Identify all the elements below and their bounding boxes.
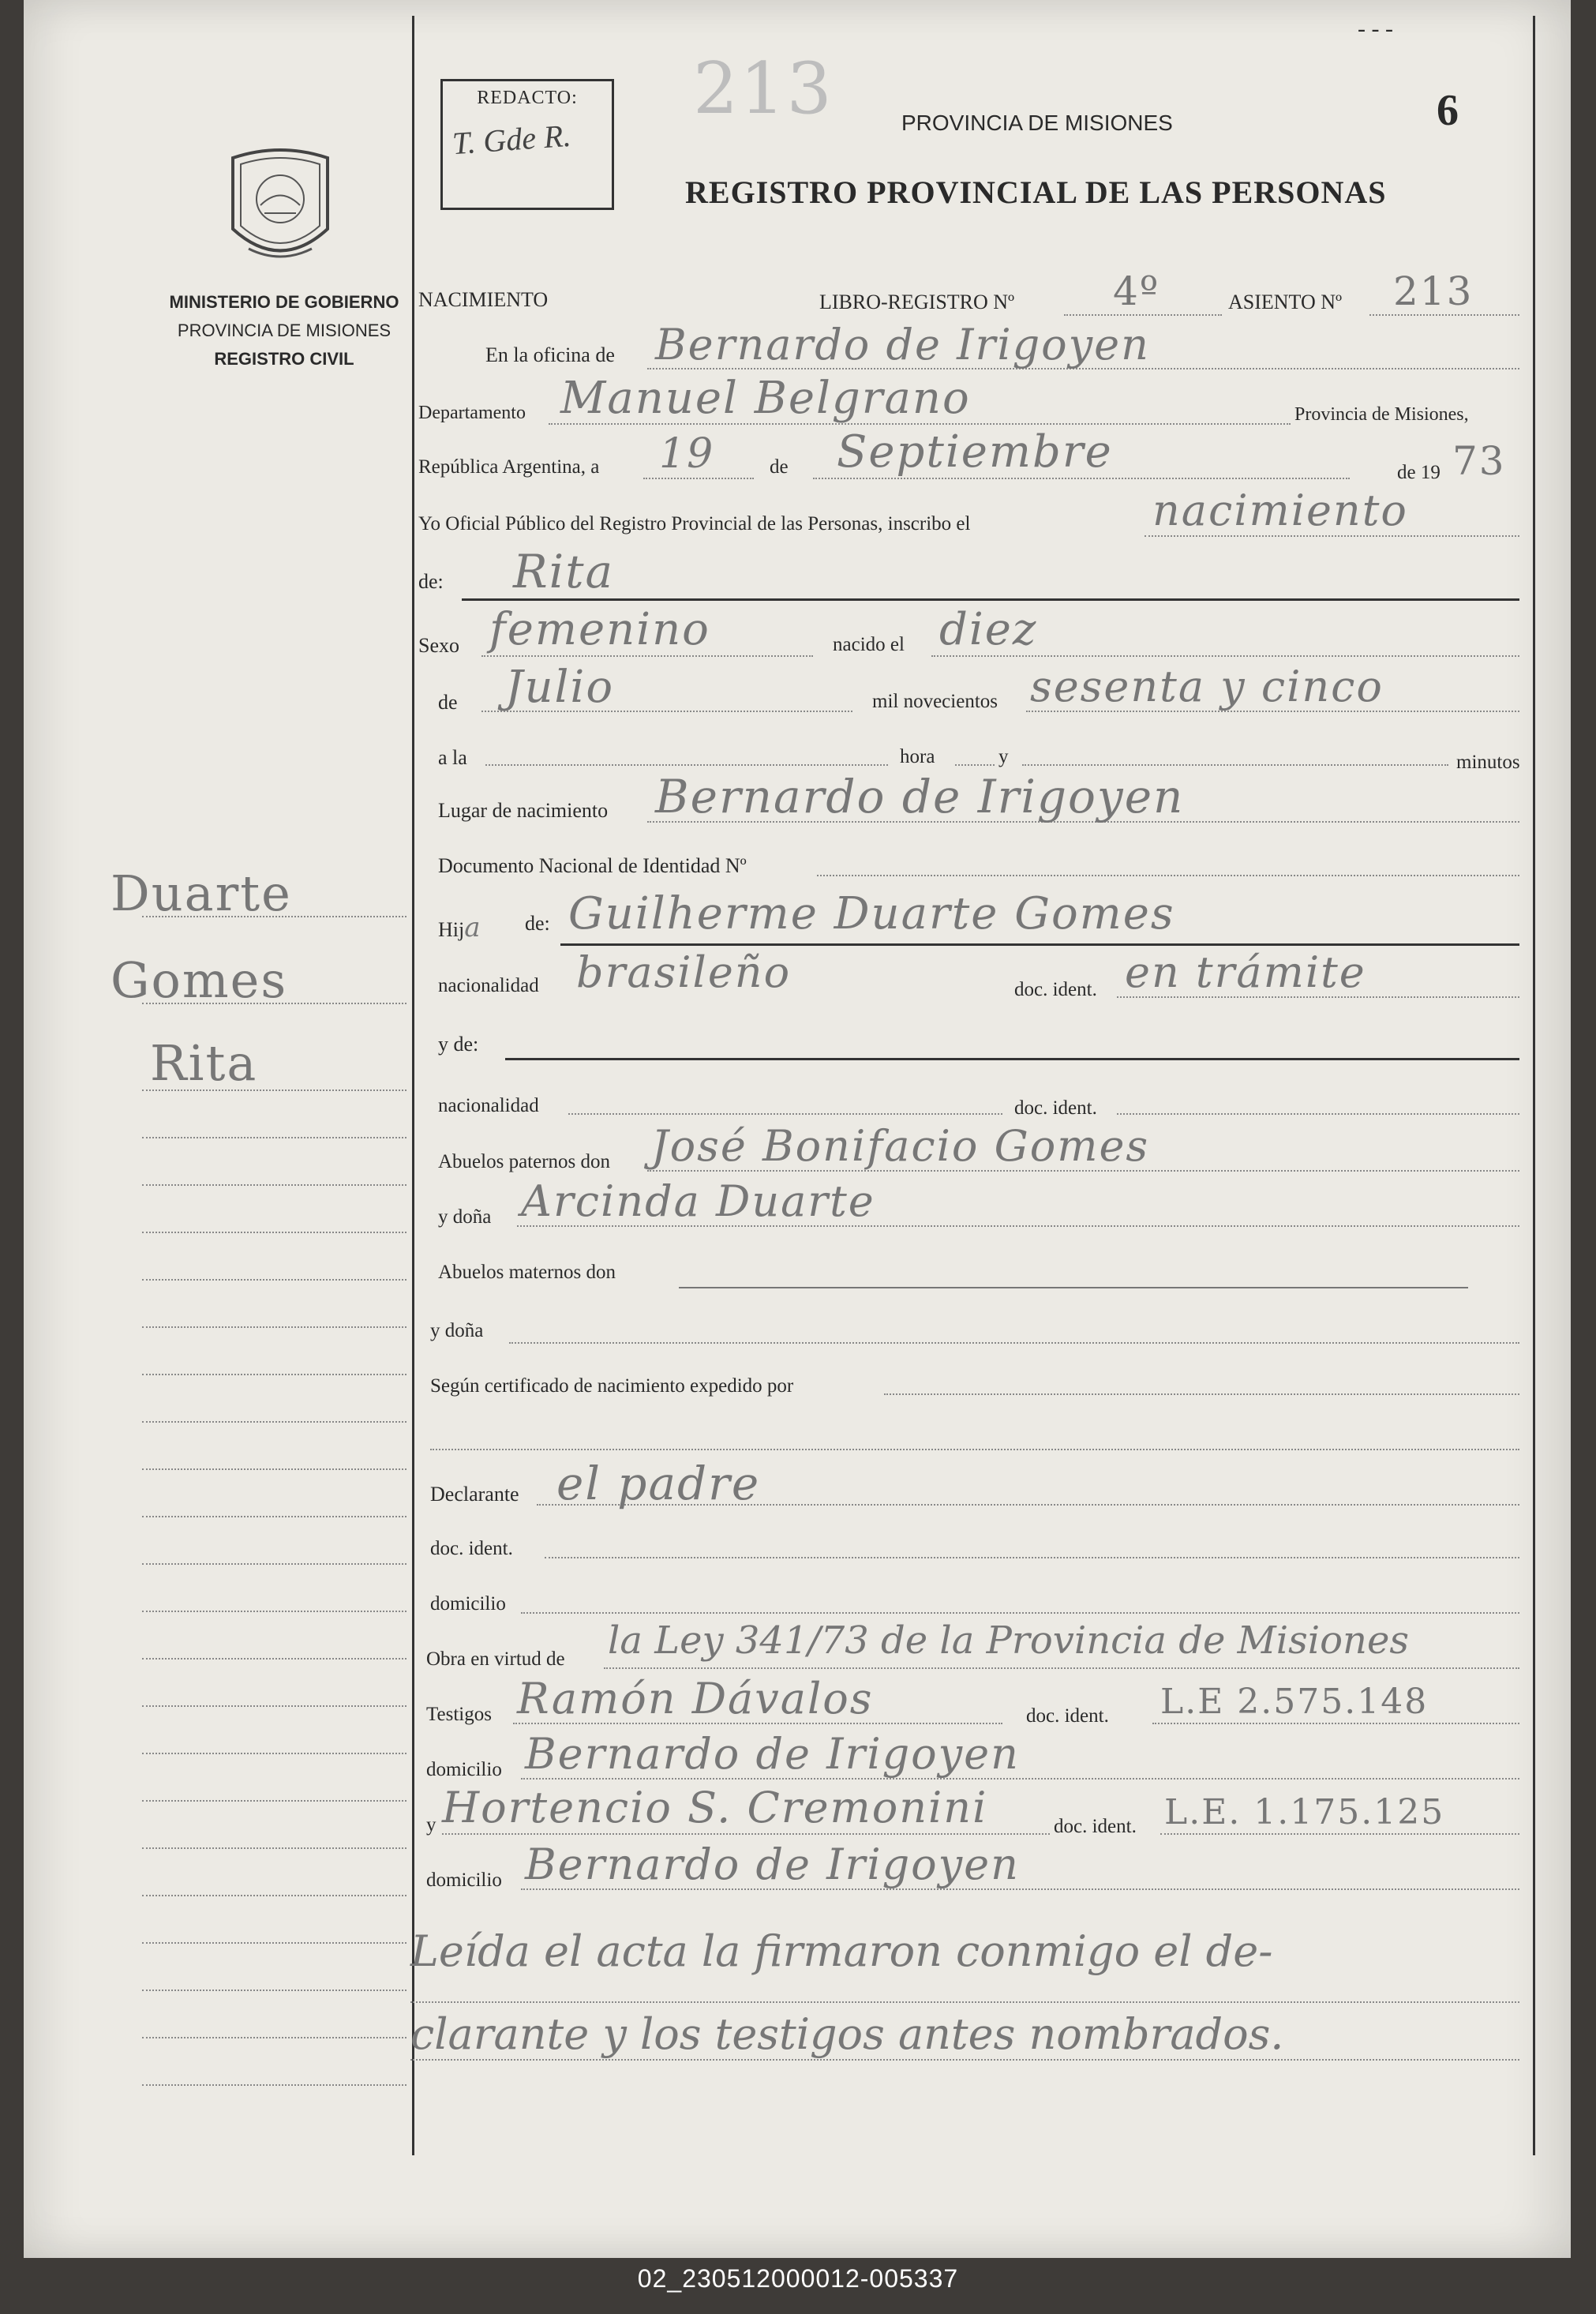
anio-label: de 19 bbox=[1397, 462, 1441, 483]
padre-value: Guilherme Duarte Gomes bbox=[568, 888, 1175, 939]
departamento-label: Departamento bbox=[418, 403, 526, 423]
margin-dotted-line bbox=[142, 1089, 406, 1091]
corner-mark: - - - bbox=[1358, 16, 1393, 42]
dotted-line bbox=[931, 655, 1519, 657]
testigo1-value: Ramón Dávalos bbox=[517, 1674, 874, 1723]
closing-line1: Leída el acta la firmaron conmigo el de- bbox=[410, 1926, 1273, 1976]
solid-line bbox=[462, 598, 1519, 601]
abuelo-pat-value: José Bonifacio Gomes bbox=[651, 1121, 1150, 1171]
dotted-line bbox=[884, 1393, 1519, 1395]
ministry-line3: REGISTRO CIVIL bbox=[214, 349, 354, 369]
margin-dotted-line bbox=[142, 1611, 406, 1612]
oficina-label: En la oficina de bbox=[485, 343, 615, 366]
margin-dotted-line bbox=[142, 1847, 406, 1849]
margin-dotted-line bbox=[142, 1705, 406, 1707]
ministry-line1: MINISTERIO DE GOBIERNO bbox=[169, 292, 399, 312]
yde-label: y de: bbox=[438, 1033, 479, 1056]
sexo-label: Sexo bbox=[418, 634, 459, 657]
dotted-line bbox=[442, 1833, 1050, 1835]
ministry-line2: PROVINCIA DE MISIONES bbox=[177, 321, 392, 340]
margin-dotted-line bbox=[142, 1895, 406, 1896]
margin-dotted-line bbox=[142, 1326, 406, 1328]
departamento-value: Manuel Belgrano bbox=[560, 373, 971, 424]
docident-label: doc. ident. bbox=[1014, 979, 1097, 1000]
right-border-line bbox=[1533, 16, 1535, 2155]
dotted-line bbox=[521, 1612, 1519, 1614]
dotted-line bbox=[1160, 1833, 1519, 1835]
hija-suffix: a bbox=[464, 912, 482, 943]
testigos-label: Testigos bbox=[426, 1704, 492, 1725]
asiento-label: ASIENTO Nº bbox=[1228, 291, 1343, 313]
republica-label: República Argentina, a bbox=[418, 456, 600, 478]
dotted-line bbox=[430, 1449, 1519, 1450]
provincia-label: Provincia de Misiones, bbox=[1294, 404, 1469, 425]
abuela-pat-value: Arcinda Duarte bbox=[521, 1176, 875, 1226]
margin-dotted-line bbox=[142, 1753, 406, 1754]
testigo1-dom: Bernardo de Irigoyen bbox=[525, 1729, 1020, 1779]
dotted-line bbox=[509, 1342, 1519, 1344]
dotted-line bbox=[813, 478, 1350, 479]
margin-dotted-line bbox=[142, 2037, 406, 2038]
margin-dotted-line bbox=[142, 1184, 406, 1186]
margin-note-line3: Rita bbox=[150, 1034, 258, 1092]
redacto-value: T. Gde R. bbox=[451, 117, 572, 162]
margin-dotted-line bbox=[142, 1374, 406, 1375]
ydona2-label: y doña bbox=[430, 1320, 484, 1341]
margin-dotted-line bbox=[142, 1137, 406, 1138]
nacido-label: nacido el bbox=[833, 634, 905, 655]
margin-dotted-line bbox=[142, 1279, 406, 1281]
margin-note-line1: Duarte bbox=[111, 864, 292, 922]
hija-label bbox=[438, 912, 482, 943]
dotted-line bbox=[1145, 535, 1519, 537]
docident5-label: doc. ident. bbox=[1054, 1816, 1137, 1837]
margin-dotted-line bbox=[142, 1421, 406, 1423]
page-number: 6 bbox=[1437, 86, 1459, 135]
dotted-line bbox=[679, 1287, 1468, 1288]
nacionalidad2-label: nacionalidad bbox=[438, 1095, 539, 1116]
dni-label: Documento Nacional de Identidad Nº bbox=[438, 854, 747, 877]
mes-nac-value: Julio bbox=[505, 662, 615, 713]
testigo1-doc: L.E 2.575.148 bbox=[1160, 1682, 1429, 1722]
dotted-line bbox=[955, 764, 995, 766]
dotted-line bbox=[568, 1113, 1002, 1115]
docident3-label: doc. ident. bbox=[430, 1538, 513, 1559]
redacto-box bbox=[440, 79, 614, 210]
margin-dotted-line bbox=[142, 1003, 406, 1004]
ala-label: a la bbox=[438, 746, 467, 769]
margin-dotted-line bbox=[142, 1516, 406, 1517]
dotted-line bbox=[410, 2059, 1519, 2061]
nacionalidad-padre-value: brasileño bbox=[576, 947, 792, 997]
mes-value: Septiembre bbox=[837, 426, 1113, 478]
hija-de-label: de: bbox=[525, 912, 550, 935]
dia-value: 19 bbox=[659, 430, 715, 478]
oficial-label: Yo Oficial Público del Registro Provincial de las Personas, inscribo el bbox=[418, 513, 971, 534]
docident4-label: doc. ident. bbox=[1026, 1705, 1109, 1727]
testigo2-dom: Bernardo de Irigoyen bbox=[525, 1840, 1020, 1889]
testigo2-doc: L.E. 1.175.125 bbox=[1164, 1792, 1445, 1832]
nacimiento-label: NACIMIENTO bbox=[418, 288, 549, 311]
libro-label: LIBRO-REGISTRO Nº bbox=[819, 291, 1015, 313]
sexo-value: femenino bbox=[489, 604, 710, 655]
dotted-line bbox=[1152, 1723, 1519, 1724]
pencil-number: 213 bbox=[693, 47, 834, 130]
margin-dotted-line bbox=[142, 1942, 406, 1944]
image-caption: 02_230512000012-005337 bbox=[637, 2264, 959, 2293]
margin-dotted-line bbox=[142, 1990, 406, 1991]
margin-dotted-line bbox=[142, 1232, 406, 1233]
dotted-line bbox=[643, 478, 754, 479]
anio-nac-value: sesenta y cinco bbox=[1030, 662, 1384, 711]
nombre-value: Rita bbox=[513, 545, 615, 598]
declarante-value: el padre bbox=[556, 1457, 761, 1510]
mil-label: mil novecientos bbox=[872, 691, 998, 712]
obra-value: la Ley 341/73 de la Provincia de Misiones bbox=[608, 1618, 1409, 1663]
obra-label: Obra en virtud de bbox=[426, 1648, 565, 1670]
docident-padre-value: en trámite bbox=[1125, 947, 1366, 997]
oficina-value: Bernardo de Irigoyen bbox=[655, 320, 1150, 369]
margin-note-line2: Gomes bbox=[111, 951, 288, 1009]
nacido-value: diez bbox=[939, 604, 1038, 655]
lugar-label: Lugar de nacimiento bbox=[438, 799, 609, 822]
margin-dotted-line bbox=[142, 1800, 406, 1802]
provincial-seal-emblem bbox=[225, 142, 335, 272]
dotted-line bbox=[1022, 764, 1448, 766]
minutos-label: minutos bbox=[1456, 752, 1520, 773]
hija-prefix: Hij bbox=[438, 918, 465, 941]
segun-label: Según certificado de nacimiento expedido por bbox=[430, 1375, 794, 1397]
margin-dotted-line bbox=[142, 2084, 406, 2086]
lugar-value: Bernardo de Irigoyen bbox=[655, 770, 1185, 823]
docident2-label: doc. ident. bbox=[1014, 1097, 1097, 1119]
domicilio2-label: domicilio bbox=[426, 1759, 502, 1780]
dotted-line bbox=[410, 2001, 1519, 2003]
testigo2-value: Hortencio S. Cremonini bbox=[442, 1783, 988, 1832]
dotted-line bbox=[485, 764, 888, 766]
de-label: de bbox=[770, 456, 789, 478]
registry-title: REGISTRO PROVINCIAL DE LAS PERSONAS bbox=[685, 174, 1387, 210]
domicilio-label: domicilio bbox=[430, 1593, 506, 1615]
hora-label: hora bbox=[900, 746, 935, 767]
dotted-line bbox=[1369, 314, 1519, 316]
dotted-line bbox=[481, 655, 813, 657]
y-label: y bbox=[998, 746, 1009, 767]
y2-label: y bbox=[426, 1814, 436, 1836]
domicilio3-label: domicilio bbox=[426, 1870, 502, 1891]
dotted-line bbox=[817, 875, 1519, 876]
province-title: PROVINCIA DE MISIONES bbox=[901, 111, 1173, 135]
solid-line bbox=[505, 1058, 1519, 1060]
margin-dotted-line bbox=[142, 1468, 406, 1470]
de3-label: de bbox=[438, 691, 458, 714]
dotted-line bbox=[604, 1667, 1519, 1669]
dotted-line bbox=[1064, 314, 1222, 316]
solid-line bbox=[560, 943, 1519, 946]
document-page bbox=[24, 0, 1571, 2258]
abuelos-pat-label: Abuelos paternos don bbox=[438, 1151, 611, 1172]
ministry-block bbox=[150, 288, 418, 373]
anio-value: 73 bbox=[1452, 438, 1506, 484]
libro-value: 4º bbox=[1113, 268, 1160, 314]
margin-dotted-line bbox=[142, 1563, 406, 1565]
nacionalidad-label: nacionalidad bbox=[438, 975, 539, 996]
redacto-label: REDACTO: bbox=[477, 88, 578, 108]
abuelos-mat-label: Abuelos maternos don bbox=[438, 1262, 616, 1283]
oficial-value: nacimiento bbox=[1152, 486, 1408, 535]
ydona-label: y doña bbox=[438, 1206, 492, 1228]
dotted-line bbox=[1117, 1113, 1519, 1115]
margin-dotted-line bbox=[142, 1658, 406, 1660]
asiento-value: 213 bbox=[1393, 268, 1474, 314]
declarante-label: Declarante bbox=[430, 1483, 519, 1506]
de2-label: de: bbox=[418, 570, 444, 593]
margin-dotted-line bbox=[142, 916, 406, 917]
dotted-line bbox=[545, 1557, 1519, 1558]
closing-line2: clarante y los testigos antes nombrados. bbox=[410, 2009, 1284, 2059]
